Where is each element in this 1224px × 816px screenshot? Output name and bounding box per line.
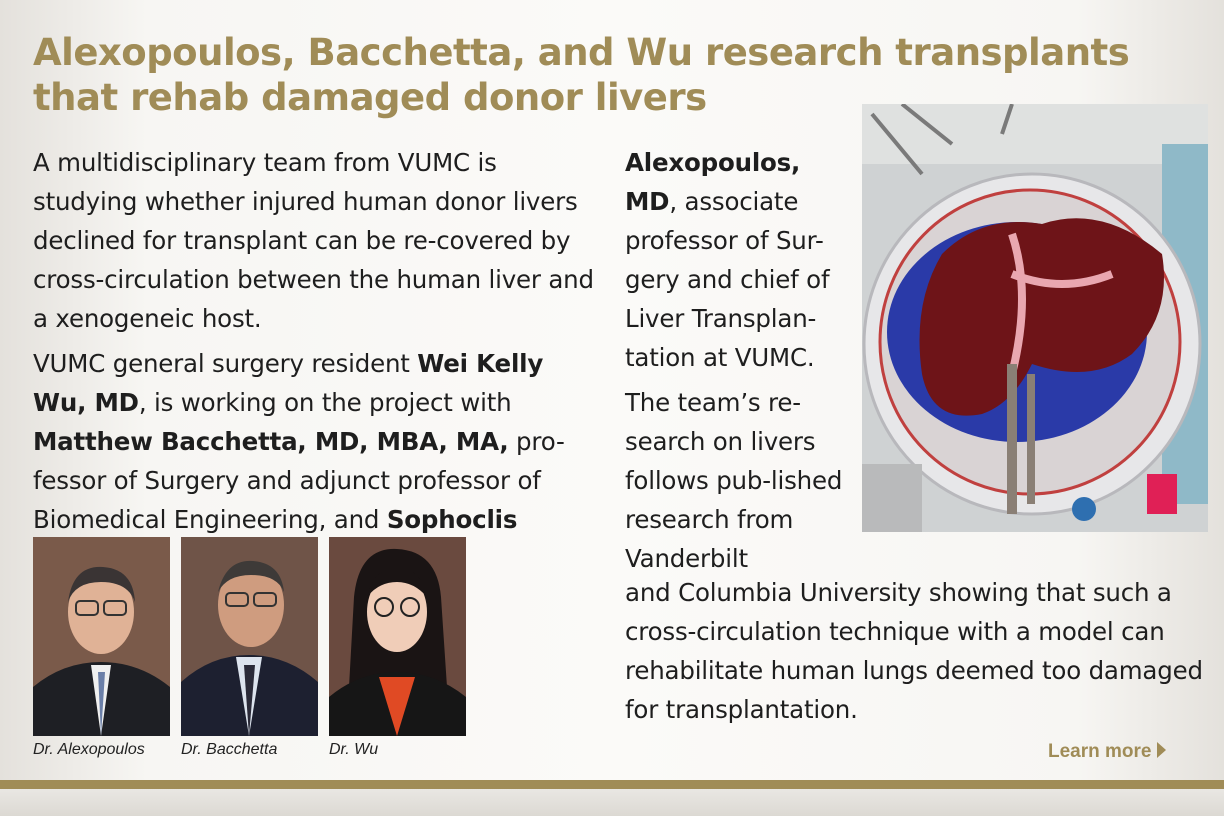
caption-bacchetta: Dr. Bacchetta <box>181 741 278 758</box>
play-arrow-icon <box>1157 742 1166 758</box>
learn-more-link[interactable] <box>1048 741 1166 763</box>
gold-divider <box>0 780 1224 789</box>
intro-paragraph: A multidisciplinary team from VUMC is studying whether injured human donor livers declined for transplant can be re-covered by cross-circulation between the human liver and a xenogeneic host. <box>33 148 594 333</box>
research-paragraph: The team’s re-search on livers follows pub-lished research from Vanderbilt <box>625 388 843 573</box>
alexopoulos-paragraph <box>625 143 850 377</box>
text-run: , is working on the project with <box>138 388 512 417</box>
research-paragraph-continued: and Columbia University showing that such a cross-circulation technique with a model can rehabilitate human lungs deemed too damaged for transplantation. <box>625 578 1203 724</box>
caption-wu: Dr. Wu <box>329 741 379 758</box>
article-title: Alexopoulos, Bacchetta, and Wu research transplants that rehab damaged donor livers <box>33 31 1130 119</box>
portrait-bacchetta <box>181 537 318 736</box>
text-column-right <box>625 143 850 578</box>
learn-more-label: Learn more <box>1048 741 1152 762</box>
text-bottom <box>625 573 1205 729</box>
name-bacchetta: Matthew Bacchetta, MD, MBA, MA, <box>33 427 509 456</box>
name-wu: Wei Kelly Wu, MD <box>33 349 544 417</box>
text-run: VUMC general surgery resident <box>33 349 418 378</box>
name-alexopoulos: Alexopoulos, MD <box>625 148 801 216</box>
name-sophoclis: Sophoclis <box>386 505 518 534</box>
team-paragraph <box>33 344 603 539</box>
text-run: pro-fessor of Surgery and adjunct professor of Biomedical Engineering, and <box>33 427 565 534</box>
text-run: , associate professor of Sur-gery and chief of Liver Transplan-tation at VUMC. <box>625 187 830 372</box>
portrait-alexopoulos <box>33 537 170 736</box>
caption-alexopoulos: Dr. Alexopoulos <box>33 741 145 758</box>
liver-perfusion-photo <box>862 104 1208 532</box>
portrait-wu <box>329 537 466 736</box>
text-column-left <box>33 143 603 539</box>
footer-strip <box>0 789 1224 816</box>
